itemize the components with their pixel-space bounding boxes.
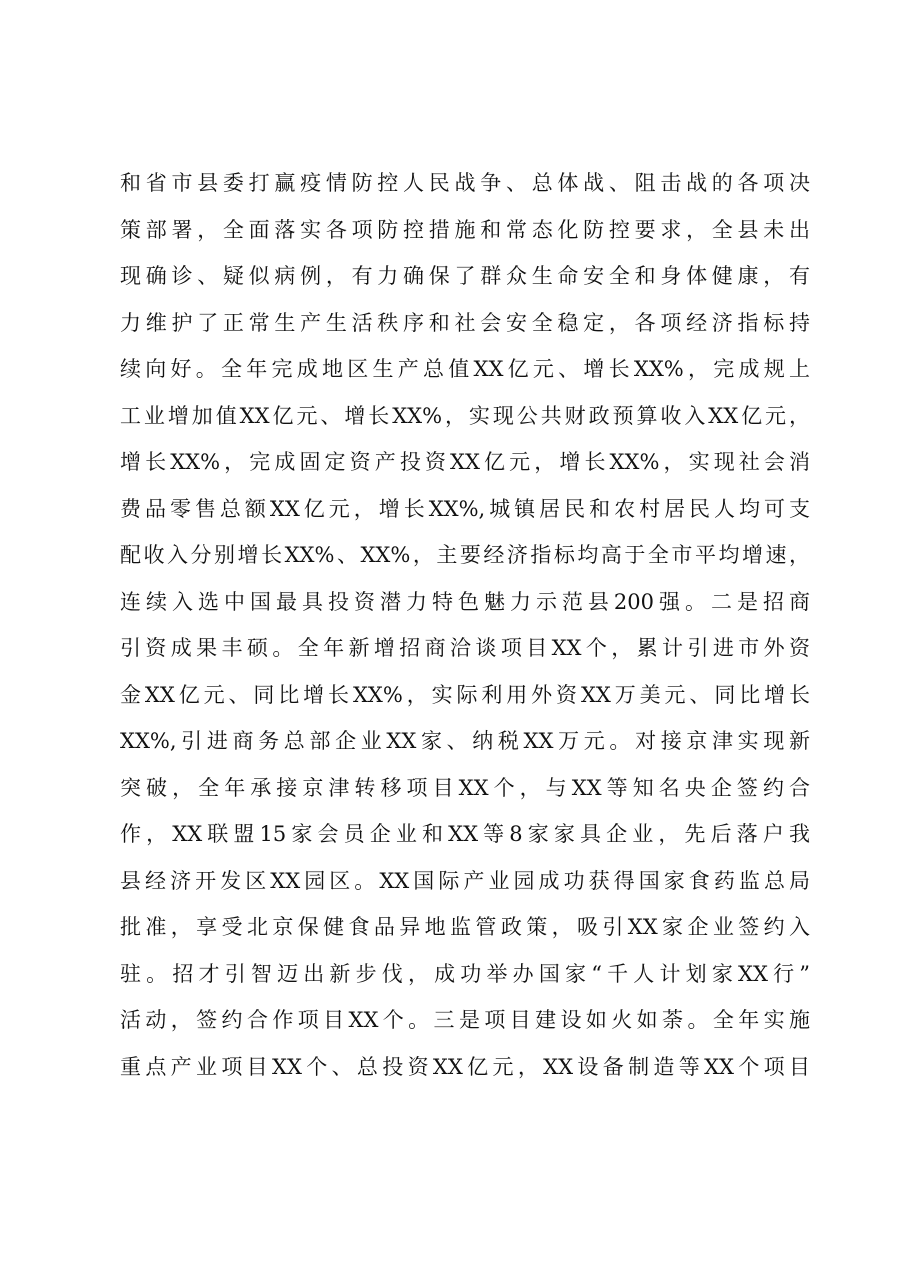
text-line: 金XX亿元、同比增长XX%，实际利用外资XX万美元、同比增长 [120, 682, 810, 707]
text-line: 费品零售总额XX亿元，增长XX%,城镇居民和农村居民人均可支 [120, 496, 810, 521]
body-paragraph [120, 160, 810, 1090]
text-line: 现确诊、疑似病例，有力确保了群众生命安全和身体健康，有 [120, 264, 810, 288]
text-line: 策部署，全面落实各项防控措施和常态化防控要求，全县未出 [120, 217, 810, 242]
text-line: 工业增加值XX亿元、增长XX%，实现公共财政预算收入XX亿元， [120, 403, 810, 428]
text-line: 续向好。全年完成地区生产总值XX亿元、增长XX%，完成规上 [120, 357, 810, 381]
text-line: 连续入选中国最具投资潜力特色魅力示范县200强。二是招商 [120, 589, 810, 614]
text-line: 驻。招才引智迈出新步伐，成功举办国家“千人计划家XX行” [120, 961, 810, 986]
text-line: 增长XX%，完成固定资产投资XX亿元，增长XX%，实现社会消 [120, 450, 810, 474]
text-line: 活动，签约合作项目XX个。三是项目建设如火如荼。全年实施 [120, 1008, 810, 1032]
text-line: 力维护了正常生产生活秩序和社会安全稳定，各项经济指标持 [120, 310, 810, 335]
text-line: 县经济开发区XX园区。XX国际产业园成功获得国家食药监总局 [120, 868, 810, 893]
text-line: 突破，全年承接京津转移项目XX个，与XX等知名央企签约合 [120, 775, 810, 800]
text-line: 批准，享受北京保健食品异地监管政策，吸引XX家企业签约入 [120, 915, 810, 939]
text-line: 和省市县委打赢疫情防控人民战争、总体战、阻击战的各项决 [120, 171, 810, 195]
text-line: 配收入分别增长XX%、XX%，主要经济指标均高于全市平均增速， [120, 543, 810, 567]
text-line: 引资成果丰硕。全年新增招商洽谈项目XX个，累计引进市外资 [120, 636, 810, 660]
text-line: XX%,引进商务总部企业XX家、纳税XX万元。对接京津实现新 [120, 729, 810, 753]
text-line: 重点产业项目XX个、总投资XX亿元，XX设备制造等XX个项目 [120, 1054, 810, 1079]
text-line: 作，XX联盟15家会员企业和XX等8家家具企业，先后落户我 [120, 822, 810, 846]
